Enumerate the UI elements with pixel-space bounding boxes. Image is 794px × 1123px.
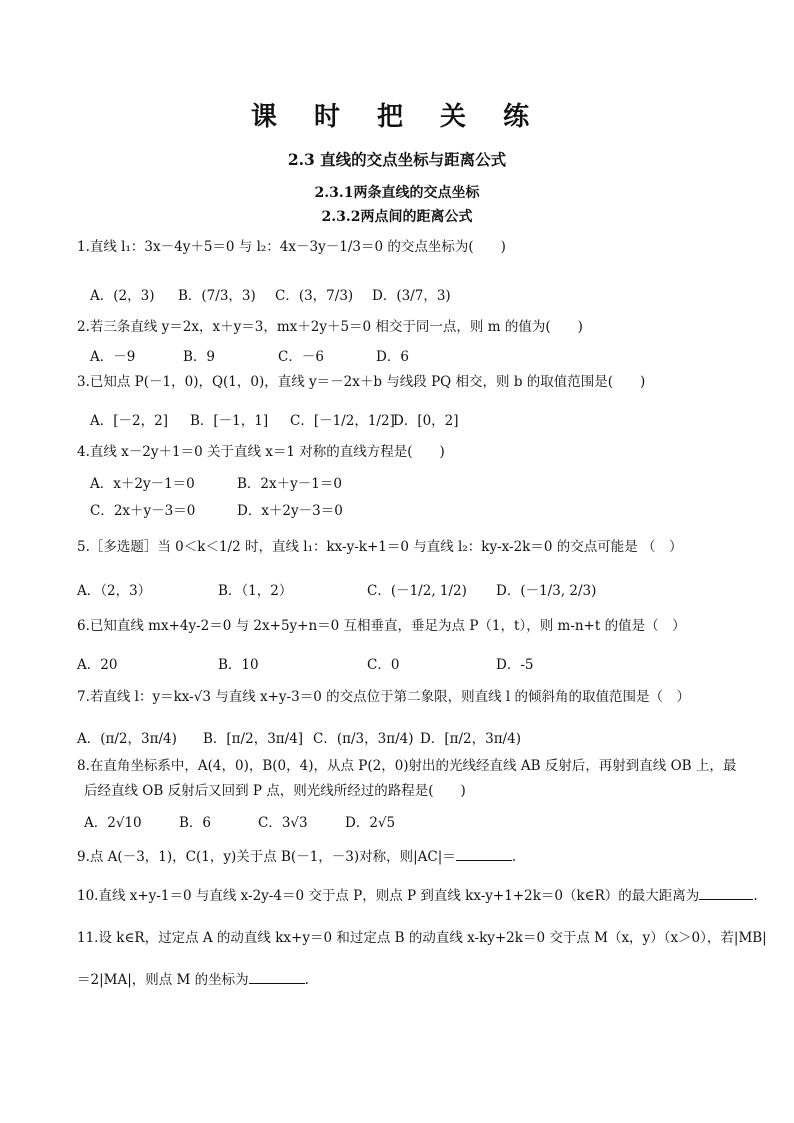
page-title: 课 时 把 关 练 <box>250 102 544 132</box>
q1-option-b: B．(7/3，3) <box>178 288 256 304</box>
question-6-stem: 6.已知直线 mx+4y-2＝0 与 2x+5y+n＝0 互相垂直，垂足为点 P（1，t），则 m-n+t 的值是（ ） <box>77 618 686 634</box>
q6-option-c: C．0 <box>367 657 400 673</box>
q5-option-d: D．(－1/3, 2/3) <box>496 583 597 599</box>
q4-option-c: C．2x＋y－3＝0 <box>90 503 196 519</box>
q5-option-b: B．（1，2） <box>218 583 293 599</box>
q3-option-a: A．[－2，2] <box>90 413 168 429</box>
subsection-heading-1: 2.3.1两条直线的交点坐标 <box>314 185 480 201</box>
question-9-stem: 9.点 A(－3，1)，C(1，y)关于点 B(－1，－3)对称，则|AC|＝ . <box>77 849 517 865</box>
question-8-stem-line-1: 8.在直角坐标系中，A(4，0)，B(0，4)，从点 P(2，0)射出的光线经直线 AB 反射后，再射到直线 OB 上，最 <box>77 758 737 774</box>
q8-option-b: B．6 <box>179 815 212 831</box>
question-11-stem-line-2: ＝2|MA|，则点 M 的坐标为 . <box>77 972 309 988</box>
q10-text: 10.直线 x+y-1＝0 与直线 x-2y-4＝0 交于点 P，则点 P 到直线 kx-y+1+2k＝0（k∈R）的最大距离为 <box>77 888 700 904</box>
q9-text: 9.点 A(－3，1)，C(1，y)关于点 B(－1，－3)对称，则|AC|＝ <box>77 849 456 865</box>
answer-blank-10[interactable] <box>699 887 753 900</box>
question-2-stem: 2.若三条直线 y＝2x，x＋y＝3，mx＋2y＋5＝0 相交于同一点，则 m 的值为( ) <box>77 319 583 335</box>
q2-option-a: A．－9 <box>90 349 136 365</box>
q1-option-c: C．(3，7/3) <box>275 288 354 304</box>
q7-option-b: B．[π/2，3π/4] <box>203 731 304 747</box>
q7-option-c: C．(π/3，3π/4) <box>313 731 414 747</box>
q7-option-d: D．[π/2，3π/4) <box>420 731 521 747</box>
q5-option-a: A．（2，3） <box>77 583 152 599</box>
q4-option-d: D．x＋2y－3＝0 <box>237 503 343 519</box>
question-10-stem: 10.直线 x+y-1＝0 与直线 x-2y-4＝0 交于点 P，则点 P 到直线 kx-y+1+2k＝0（k∈R）的最大距离为 . <box>77 888 758 904</box>
q8-option-a: A．2√10 <box>84 815 142 831</box>
q1-option-a: A．(2，3) <box>90 288 155 304</box>
question-1-stem: 1.直线 l₁：3x－4y＋5＝0 与 l₂：4x－3y－1/3＝0 的交点坐标为( ) <box>77 239 506 255</box>
q3-option-c: C．[－1/2，1/2] <box>290 413 395 429</box>
question-11-stem-line-1: 11.设 k∈R，过定点 A 的动直线 kx+y＝0 和过定点 B 的动直线 x-ky+2k＝0 交于点 M（x，y）（x＞0），若|MB| <box>77 930 767 946</box>
q8-option-d: D．2√5 <box>345 815 396 831</box>
q7-option-a: A．(π/2，3π/4) <box>77 731 177 747</box>
q2-option-b: B．9 <box>183 349 216 365</box>
q1-option-d: D．(3/7，3) <box>372 288 451 304</box>
question-8-stem-line-2: 后经直线 OB 反射后又回到 P 点，则光线所经过的路程是( ) <box>84 783 466 799</box>
q8-option-c: C．3√3 <box>258 815 308 831</box>
question-3-stem: 3.已知点 P(－1，0)，Q(1，0)，直线 y＝－2x＋b 与线段 PQ 相交，则 b 的取值范围是( ) <box>77 374 646 390</box>
q6-option-a: A．20 <box>77 657 118 673</box>
question-5-stem: 5.［多选题］当 0＜k＜1/2 时，直线 l₁：kx-y-k+1＝0 与直线 l₂：ky-x-2k＝0 的交点可能是 （ ） <box>77 539 683 555</box>
q4-option-b: B．2x＋y－1＝0 <box>237 476 342 492</box>
question-7-stem: 7.若直线 l：y＝kx-√3 与直线 x+y-3＝0 的交点位于第二象限，则直线 l 的倾斜角的取值范围是（ ） <box>77 689 690 705</box>
q3-option-d: D．[0，2] <box>393 413 459 429</box>
subsection-heading-2: 2.3.2两点间的距离公式 <box>321 209 473 225</box>
answer-blank-11[interactable] <box>249 971 305 984</box>
q5-option-c: C．(－1/2, 1/2) <box>367 583 467 599</box>
q4-option-a: A．x＋2y－1＝0 <box>90 476 195 492</box>
q6-option-d: D．-5 <box>496 657 534 673</box>
section-heading: 2.3 直线的交点坐标与距离公式 <box>287 150 507 169</box>
q6-option-b: B．10 <box>218 657 259 673</box>
q3-option-b: B．[－1，1] <box>190 413 269 429</box>
q2-option-c: C．－6 <box>278 349 324 365</box>
q11-text: ＝2|MA|，则点 M 的坐标为 <box>77 972 249 988</box>
question-4-stem: 4.直线 x－2y＋1＝0 关于直线 x＝1 对称的直线方程是( ) <box>77 444 445 460</box>
q2-option-d: D．6 <box>376 349 409 365</box>
answer-blank-9[interactable] <box>456 848 512 861</box>
